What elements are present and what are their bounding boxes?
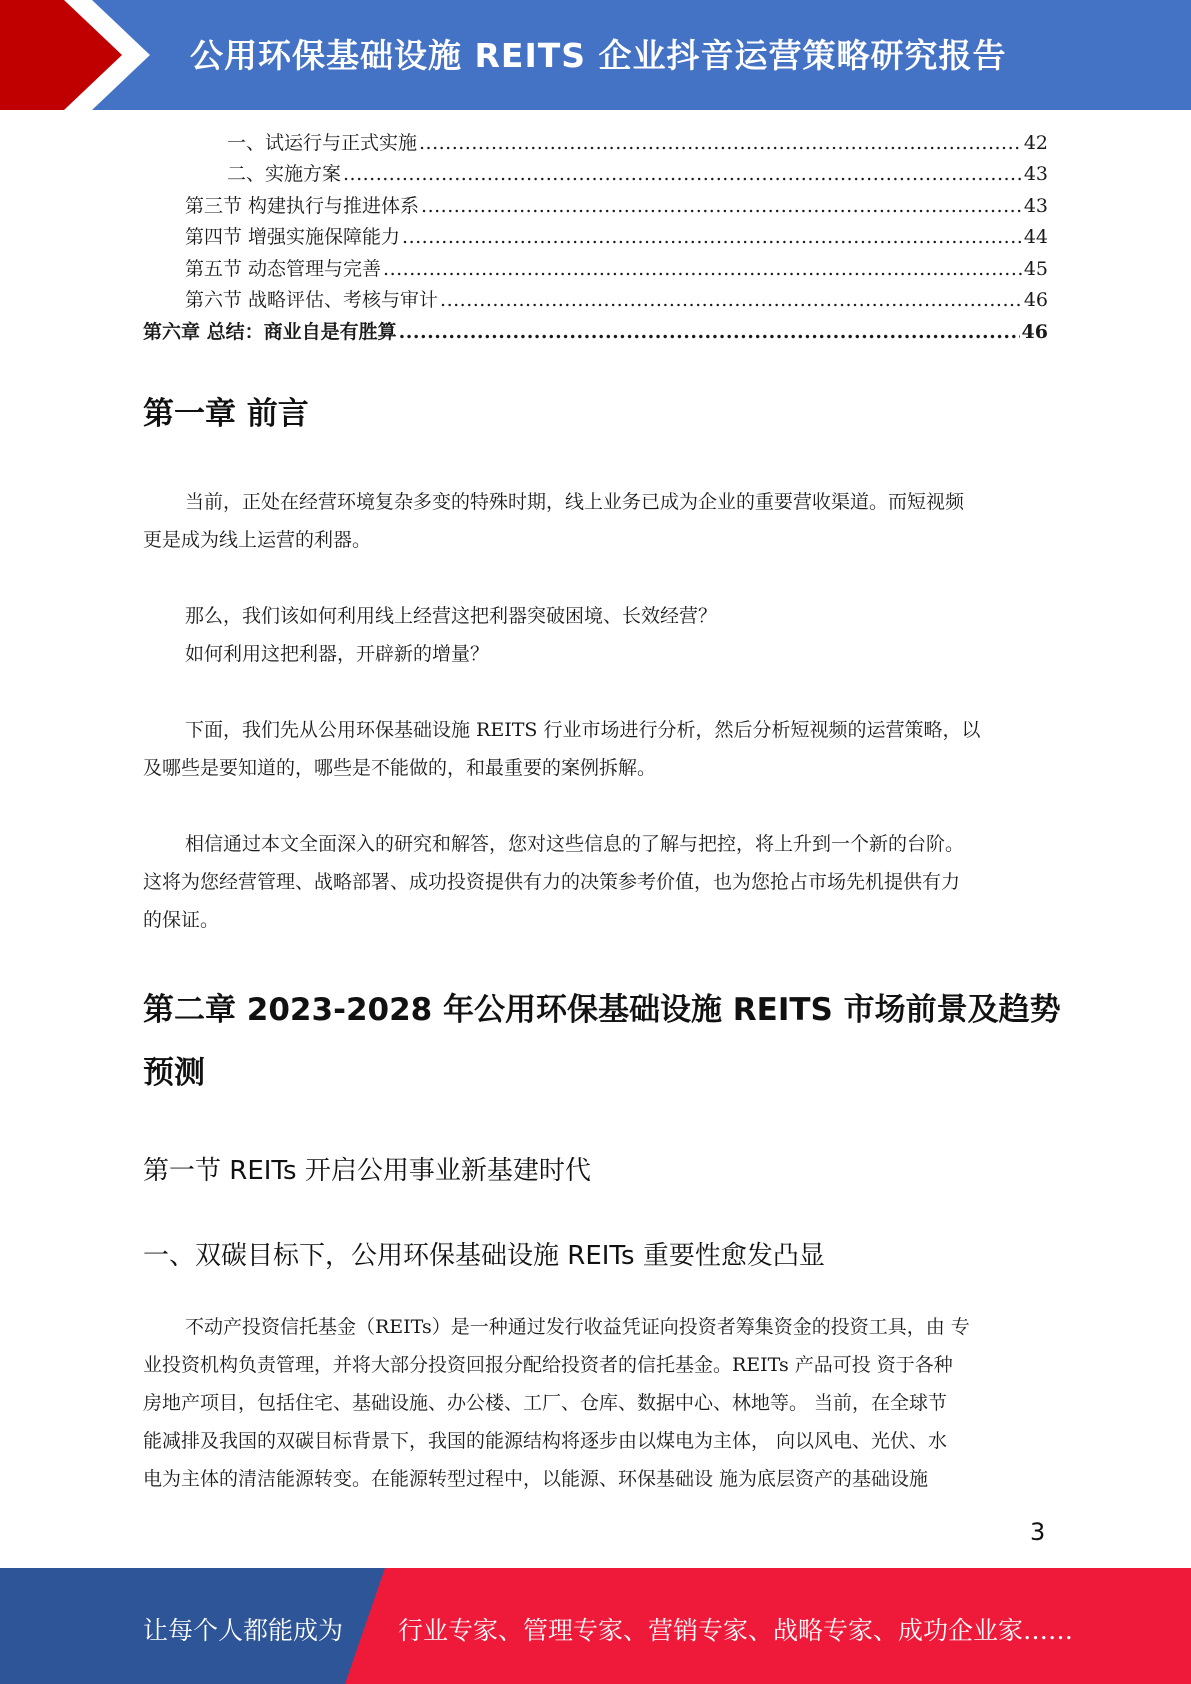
toc-page: 44: [1023, 226, 1048, 248]
text-line: 当前，正处在经营环境复杂多变的特殊时期，线上业务已成为企业的重要营收渠道。而短视频: [185, 491, 965, 513]
toc-label: 第六节 战略评估、考核与审计: [185, 289, 439, 311]
toc-leader: [402, 222, 1022, 253]
page-header: [0, 0, 1191, 110]
toc-entry[interactable]: [143, 190, 1048, 222]
toc-page: 42: [1023, 131, 1048, 154]
footer-slogan-right: 行业专家、管理专家、营销专家、战略专家、成功企业家……: [398, 1616, 1074, 1645]
text-line: 不动产投资信托基金（REITs）是一种通过发行收益凭证向投资者筹集资金的投资工具，由 专: [185, 1316, 970, 1338]
text-line: 这将为您经营管理、战略部署、成功投资提供有力的决策参考价值，也为您抢占市场先机提供有力: [143, 871, 961, 893]
footer-slogan-left: 让每个人都能成为: [143, 1616, 344, 1645]
toc-label: 第六章 总结：商业自是有胜算: [143, 320, 397, 343]
page-footer: [0, 1568, 1191, 1684]
toc-entry[interactable]: [143, 159, 1048, 191]
toc-entry[interactable]: [143, 127, 1048, 159]
toc-leader: [440, 285, 1022, 316]
text-line: 相信通过本文全面深入的研究和解答，您对这些信息的了解与把控，将上升到一个新的台阶。: [185, 833, 965, 855]
chapter-1-paragraph-1: [143, 483, 1048, 559]
header-arrow-shape: [0, 0, 150, 110]
toc-leader: [399, 317, 1020, 348]
chapter-2-title-line-2: 预测: [143, 1055, 205, 1091]
header-title: 公用环保基础设施 REITS 企业抖音运营策略研究报告: [190, 36, 1007, 75]
toc-page: 45: [1023, 257, 1048, 280]
toc-page: 46: [1023, 289, 1048, 311]
toc-label: 第五节 动态管理与完善: [185, 257, 382, 280]
text-line: 更是成为线上运营的利器。: [143, 529, 372, 551]
toc-entry[interactable]: [143, 285, 1048, 317]
chapter-2-title-line-1: 第二章 2023-2028 年公用环保基础设施 REITS 市场前景及趋势: [143, 992, 1061, 1028]
toc-leader: [343, 159, 1022, 190]
toc-entry[interactable]: [143, 253, 1048, 285]
text-line: 及哪些是要知道的，哪些是不能做的，和最重要的案例拆解。: [143, 757, 657, 779]
page-number: 3: [1030, 1518, 1046, 1546]
chapter-1-paragraph-2: [143, 597, 1048, 635]
text-line: 业投资机构负责管理，并将大部分投资回报分配给投资者的信托基金。REITs 产品可投 资于各种: [143, 1354, 953, 1376]
chapter-1-paragraph-3: [143, 635, 1048, 673]
text-line: 电为主体的清洁能源转变。在能源转型过程中，以能源、环保基础设 施为底层资产的基础设施: [143, 1468, 929, 1490]
chapter-2-paragraph-1: [143, 1308, 1048, 1498]
toc-label: 第四节 增强实施保障能力: [185, 226, 401, 248]
subsection-1-title: 一、双碳目标下，公用环保基础设施 REITs 重要性愈发凸显: [143, 1241, 825, 1271]
toc-label: 第三节 构建执行与推进体系: [185, 194, 420, 217]
text-line: 那么，我们该如何利用线上经营这把利器突破困境、长效经营？: [185, 605, 718, 627]
chapter-1-paragraph-5: [143, 825, 1048, 939]
text-line: 房地产项目，包括住宅、基础设施、办公楼、工厂、仓库、数据中心、林地等。 当前，在全球节: [143, 1392, 948, 1414]
toc-leader: [419, 128, 1022, 159]
toc-leader: [383, 254, 1022, 285]
toc-label: 二、实施方案: [227, 163, 342, 185]
toc-page: 43: [1023, 163, 1048, 185]
toc-page: 43: [1023, 194, 1048, 217]
text-line: 下面，我们先从公用环保基础设施 REITS 行业市场进行分析，然后分析短视频的运营策略，以: [185, 719, 981, 741]
toc-entry[interactable]: [143, 222, 1048, 254]
toc-entry[interactable]: [143, 316, 1048, 348]
toc-leader: [421, 191, 1022, 222]
text-line: 能减排及我国的双碳目标背景下，我国的能源结构将逐步由以煤电为主体， 向以风电、光伏、水: [143, 1430, 948, 1452]
toc-page: 46: [1021, 320, 1048, 343]
toc-label: 一、试运行与正式实施: [227, 131, 418, 154]
chapter-1-paragraph-4: [143, 711, 1048, 787]
text-line: 如何利用这把利器，开辟新的增量？: [185, 643, 490, 665]
text-line: 的保证。: [143, 909, 220, 931]
section-1-title: 第一节 REITs 开启公用事业新基建时代: [143, 1156, 591, 1186]
chapter-1-title: 第一章 前言: [143, 396, 309, 432]
table-of-contents: [143, 127, 1048, 348]
